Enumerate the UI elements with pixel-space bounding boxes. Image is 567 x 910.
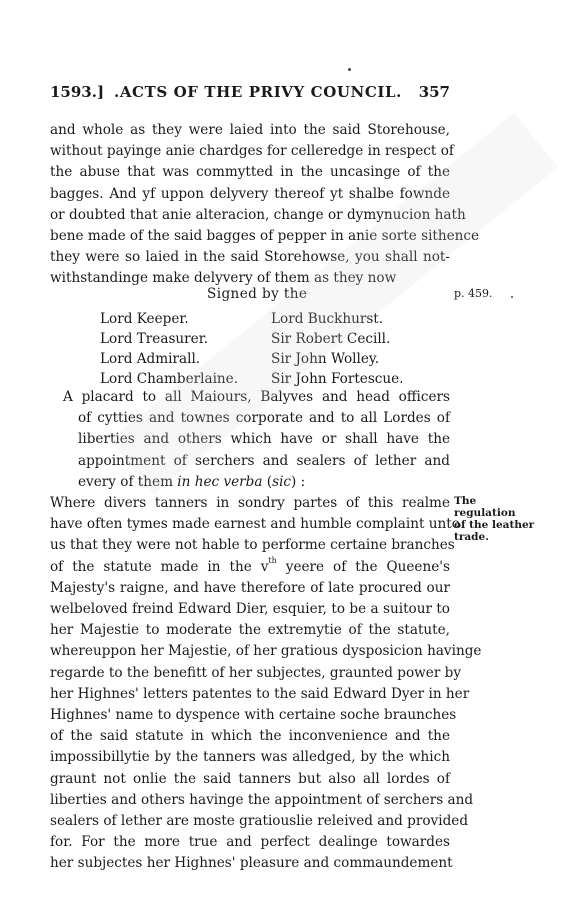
text-line: Where divers tanners in sondry partes of this realme [50, 495, 450, 511]
signatory: Lord Buckhurst. [271, 311, 384, 327]
sic-mark: sic [272, 473, 292, 490]
text-fragment: : [300, 473, 306, 490]
signatory: Sir John Wolley. [271, 351, 380, 367]
margin-note-line: regulation [454, 507, 516, 519]
text-line: of the said statute in which the inconvenience and the [50, 728, 450, 745]
text-line: liberties and others havinge the appointment of serchers and [50, 791, 474, 808]
text-line: Highnes' name to dyspence with certaine soche braunches [50, 707, 457, 724]
signatory-row [100, 349, 404, 369]
signatory: Sir John Fortescue. [271, 371, 404, 387]
running-header [50, 83, 450, 103]
margin-note-line: trade. [454, 531, 489, 543]
text-line: graunt not onlie the said tanners but also all lordes of [50, 770, 450, 787]
ink-speck [348, 68, 351, 71]
latin-phrase: in hec verba [177, 473, 263, 490]
text-line: whereuppon her Majestie, of her gratious dysposicion havinge [50, 643, 482, 660]
margin-note-line: of the leather [454, 519, 535, 531]
text-line: impossibillytie by the tanners was alledged, by the which [50, 749, 450, 766]
signatory: Lord Chamberlaine. [100, 371, 239, 387]
signatory: Sir Robert Cecill. [271, 331, 391, 347]
signatory: Lord Treasurer. [100, 331, 209, 347]
text-line: Majesty's raigne, and have therefore of late procured our [50, 579, 450, 596]
original-page-reference: p. 459. [454, 287, 493, 300]
text-line: they were so laied in the said Storehowse, you shall not- [50, 249, 450, 266]
placard-heading [63, 387, 450, 493]
signatory-row [100, 329, 404, 349]
ink-speck [511, 296, 513, 298]
text-line: every of them in hec verba (sic) : [78, 473, 306, 490]
page-number: 357 [418, 83, 450, 101]
margin-note [454, 495, 534, 543]
header-year: 1593.] [50, 83, 105, 101]
text-line: sealers of lether are moste gratiouslie releived and provided [50, 813, 469, 830]
text-line: of cytties and townes corporate and to all Lordes of [78, 410, 450, 427]
text-line: withstandinge make delyvery of them as they now [50, 270, 397, 287]
text-line [50, 557, 450, 578]
text-line: bagges. And yf uppon delyvery thereof yt shalbe fownde [50, 185, 450, 202]
signatory: Lord Admirall. [100, 351, 201, 367]
text-fragment: of the statute made in the v [50, 558, 269, 575]
text-line: for. For the more true and perfect dealinge towardes [50, 834, 450, 851]
signatory-row [100, 309, 404, 329]
signatory: Lord Keeper. [100, 311, 189, 327]
text-fragment: every of them [78, 473, 178, 490]
text-line: welbeloved freind Edward Dier, esquier, to be a suitour to [50, 601, 450, 618]
text-line: regarde to the benefitt of her subjectes, graunted power by [50, 664, 462, 681]
signatories-list [100, 309, 404, 389]
text-line: A placard to all Maiours, Balyves and head officers [63, 389, 450, 405]
text-fragment: yeere of the Queene's [276, 558, 450, 575]
text-line: bene made of the said bagges of pepper in anie sorte sithence [50, 228, 480, 245]
running-title: .ACTS OF THE PRIVY COUNCIL. [114, 83, 402, 101]
text-line: have often tymes made earnest and humble complaint unto [50, 516, 460, 533]
signatory-row [100, 369, 404, 389]
margin-note-line: The [454, 495, 477, 507]
text-line: her subjectes her Highnes' pleasure and commaundement [50, 855, 453, 872]
text-line: her Highnes' letters patentes to the said Edward Dyer in her [50, 685, 470, 702]
text-line: liberties and others which have or shall have the [78, 431, 450, 448]
text-line: or doubted that anie alteracion, change or dymynucion hath [50, 206, 466, 223]
superscript: th [268, 555, 277, 565]
text-line: without payinge anie chardges for celleredge in respect of [50, 143, 454, 160]
signed-heading: Signed by the [207, 286, 308, 302]
text-line: appointment of serchers and sealers of lether and [78, 452, 450, 469]
paragraph-continued [50, 120, 480, 290]
text-line: the abuse that was commytted in the uncasinge of the [50, 164, 450, 181]
text-line: us that they were not hable to performe certaine branches [50, 537, 455, 554]
text-line: her Majestie to moderate the extremytie of the statute, [50, 622, 450, 639]
text-line: and whole as they were laied into the said Storehouse, [50, 122, 450, 138]
